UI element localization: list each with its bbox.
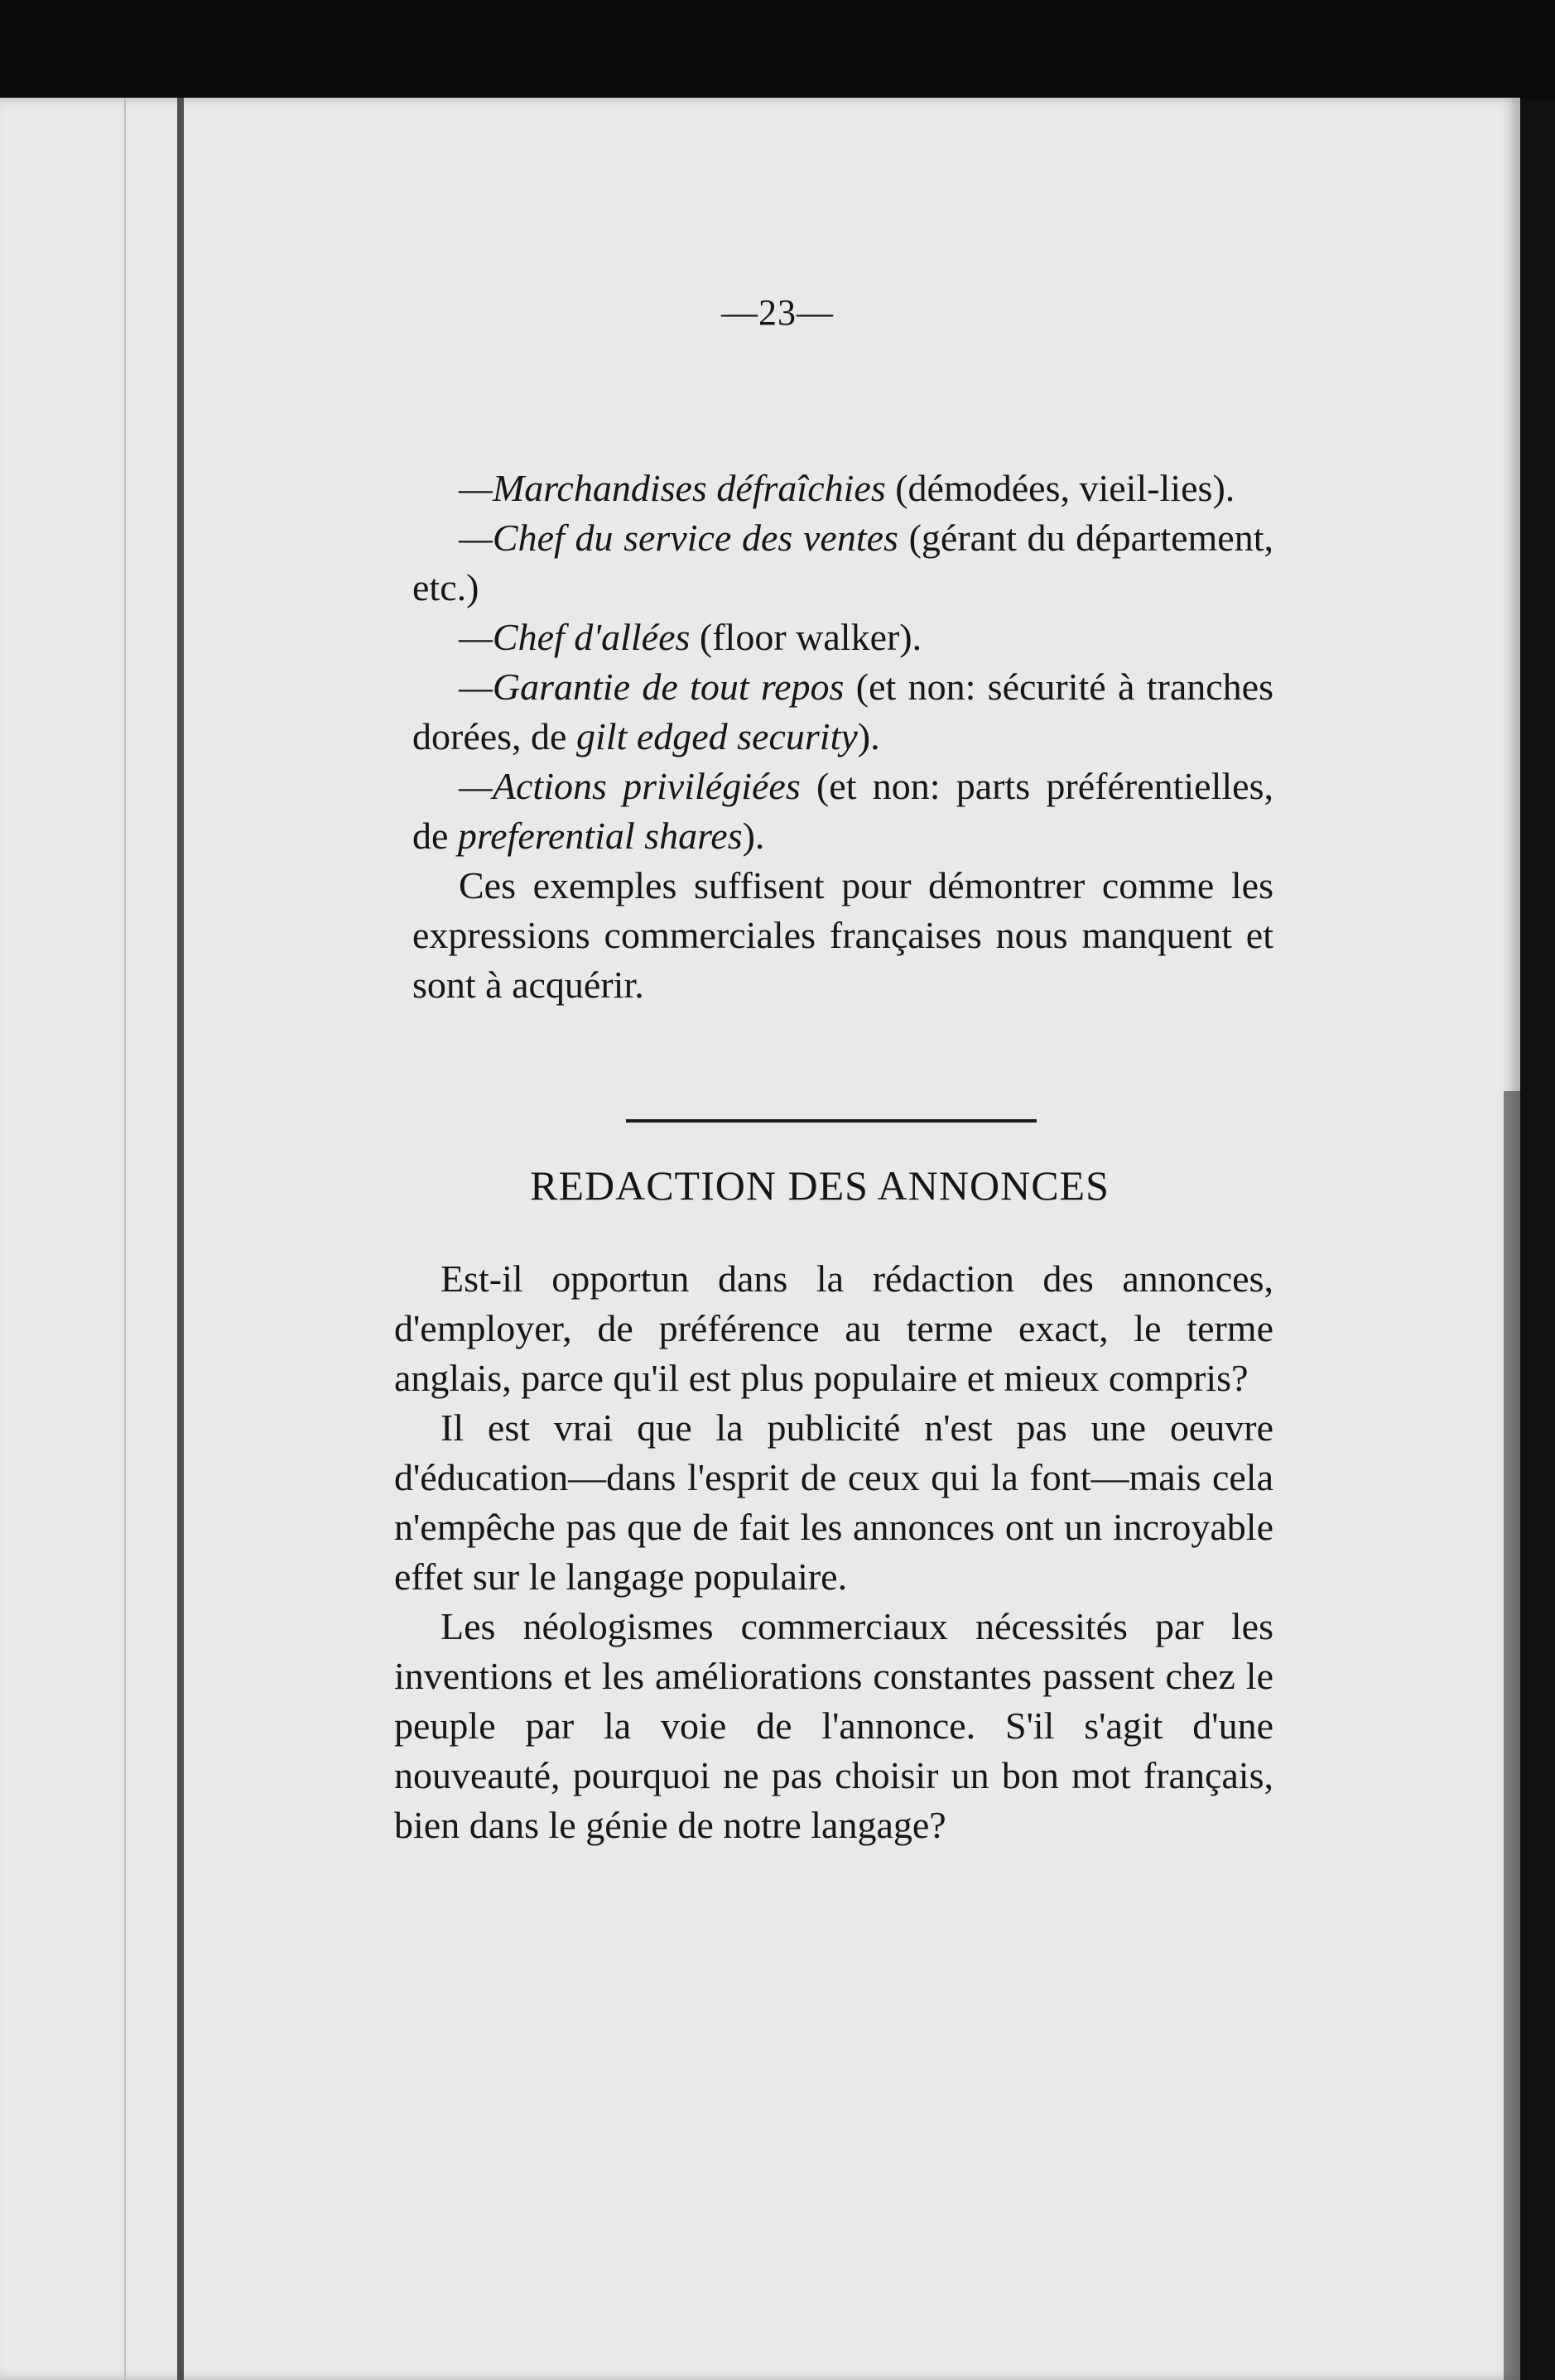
section-divider: [626, 1119, 1037, 1123]
glossary-entry: [412, 762, 1273, 861]
body-paragraph: Ces exemples suffisent pour démontrer comme les expressions commerciales françaises nous manquent et sont à acquérir.: [412, 864, 1273, 1006]
entry-term: —Actions privilégiées: [459, 765, 801, 807]
binding-gutter: [177, 98, 184, 2380]
glossary-entry: [412, 613, 1273, 662]
glossary-entry: [412, 662, 1273, 762]
glossary-block: [412, 464, 1273, 1010]
page-number: —23—: [721, 292, 834, 333]
entry-term: —Garantie de tout repos: [459, 666, 845, 708]
entry-gloss: (gérant du département, etc.): [412, 517, 1273, 608]
entry-english-term: preferential shares: [457, 815, 743, 857]
body-paragraph: Les néologismes commerciaux nécessités par les inventions et les améliorations constantes passent chez le peuple par la voie de l'annonce. S'il s'agit d'une nouveauté, pourquoi ne pas choisir un bon mot français, bien dans le génie de notre langage?: [394, 1605, 1273, 1846]
entry-end: ).: [857, 715, 880, 757]
entry-gloss: (démodées, vieil-lies).: [885, 467, 1235, 509]
entry-term: —Chef du service des ventes: [459, 517, 898, 559]
entry-term: —Marchandises défraîchies: [459, 467, 886, 509]
right-page-edge: [1504, 1091, 1520, 2380]
section-body: [394, 1254, 1273, 1850]
body-paragraph: Est-il opportun dans la rédaction des annonces, d'employer, de préférence au terme exact, le terme anglais, parce qu'il est plus populaire et mieux compris?: [394, 1257, 1273, 1399]
book-page: [0, 98, 1520, 2380]
scan-top-border: [0, 0, 1555, 99]
entry-gloss: (et non: sécurité à tranches dorées, de: [412, 666, 1273, 757]
entry-gloss: (floor walker).: [690, 616, 922, 658]
entry-english-term: gilt edged security: [575, 715, 858, 757]
entry-term: —Chef d'allées: [459, 616, 691, 658]
section-heading: REDACTION DES ANNONCES: [530, 1162, 1110, 1209]
glossary-entry: [412, 513, 1273, 613]
page-edge-shadow: [124, 98, 126, 2380]
entry-end: ).: [742, 815, 765, 857]
glossary-entry: [412, 464, 1273, 513]
body-paragraph: Il est vrai que la publicité n'est pas une oeuvre d'éducation—dans l'esprit de ceux qui la font—mais cela n'empêche pas que de fait les annonces ont un incroyable effet sur le langage populaire.: [394, 1406, 1273, 1598]
entry-gloss: (et non: parts préférentielles, de: [412, 765, 1273, 857]
